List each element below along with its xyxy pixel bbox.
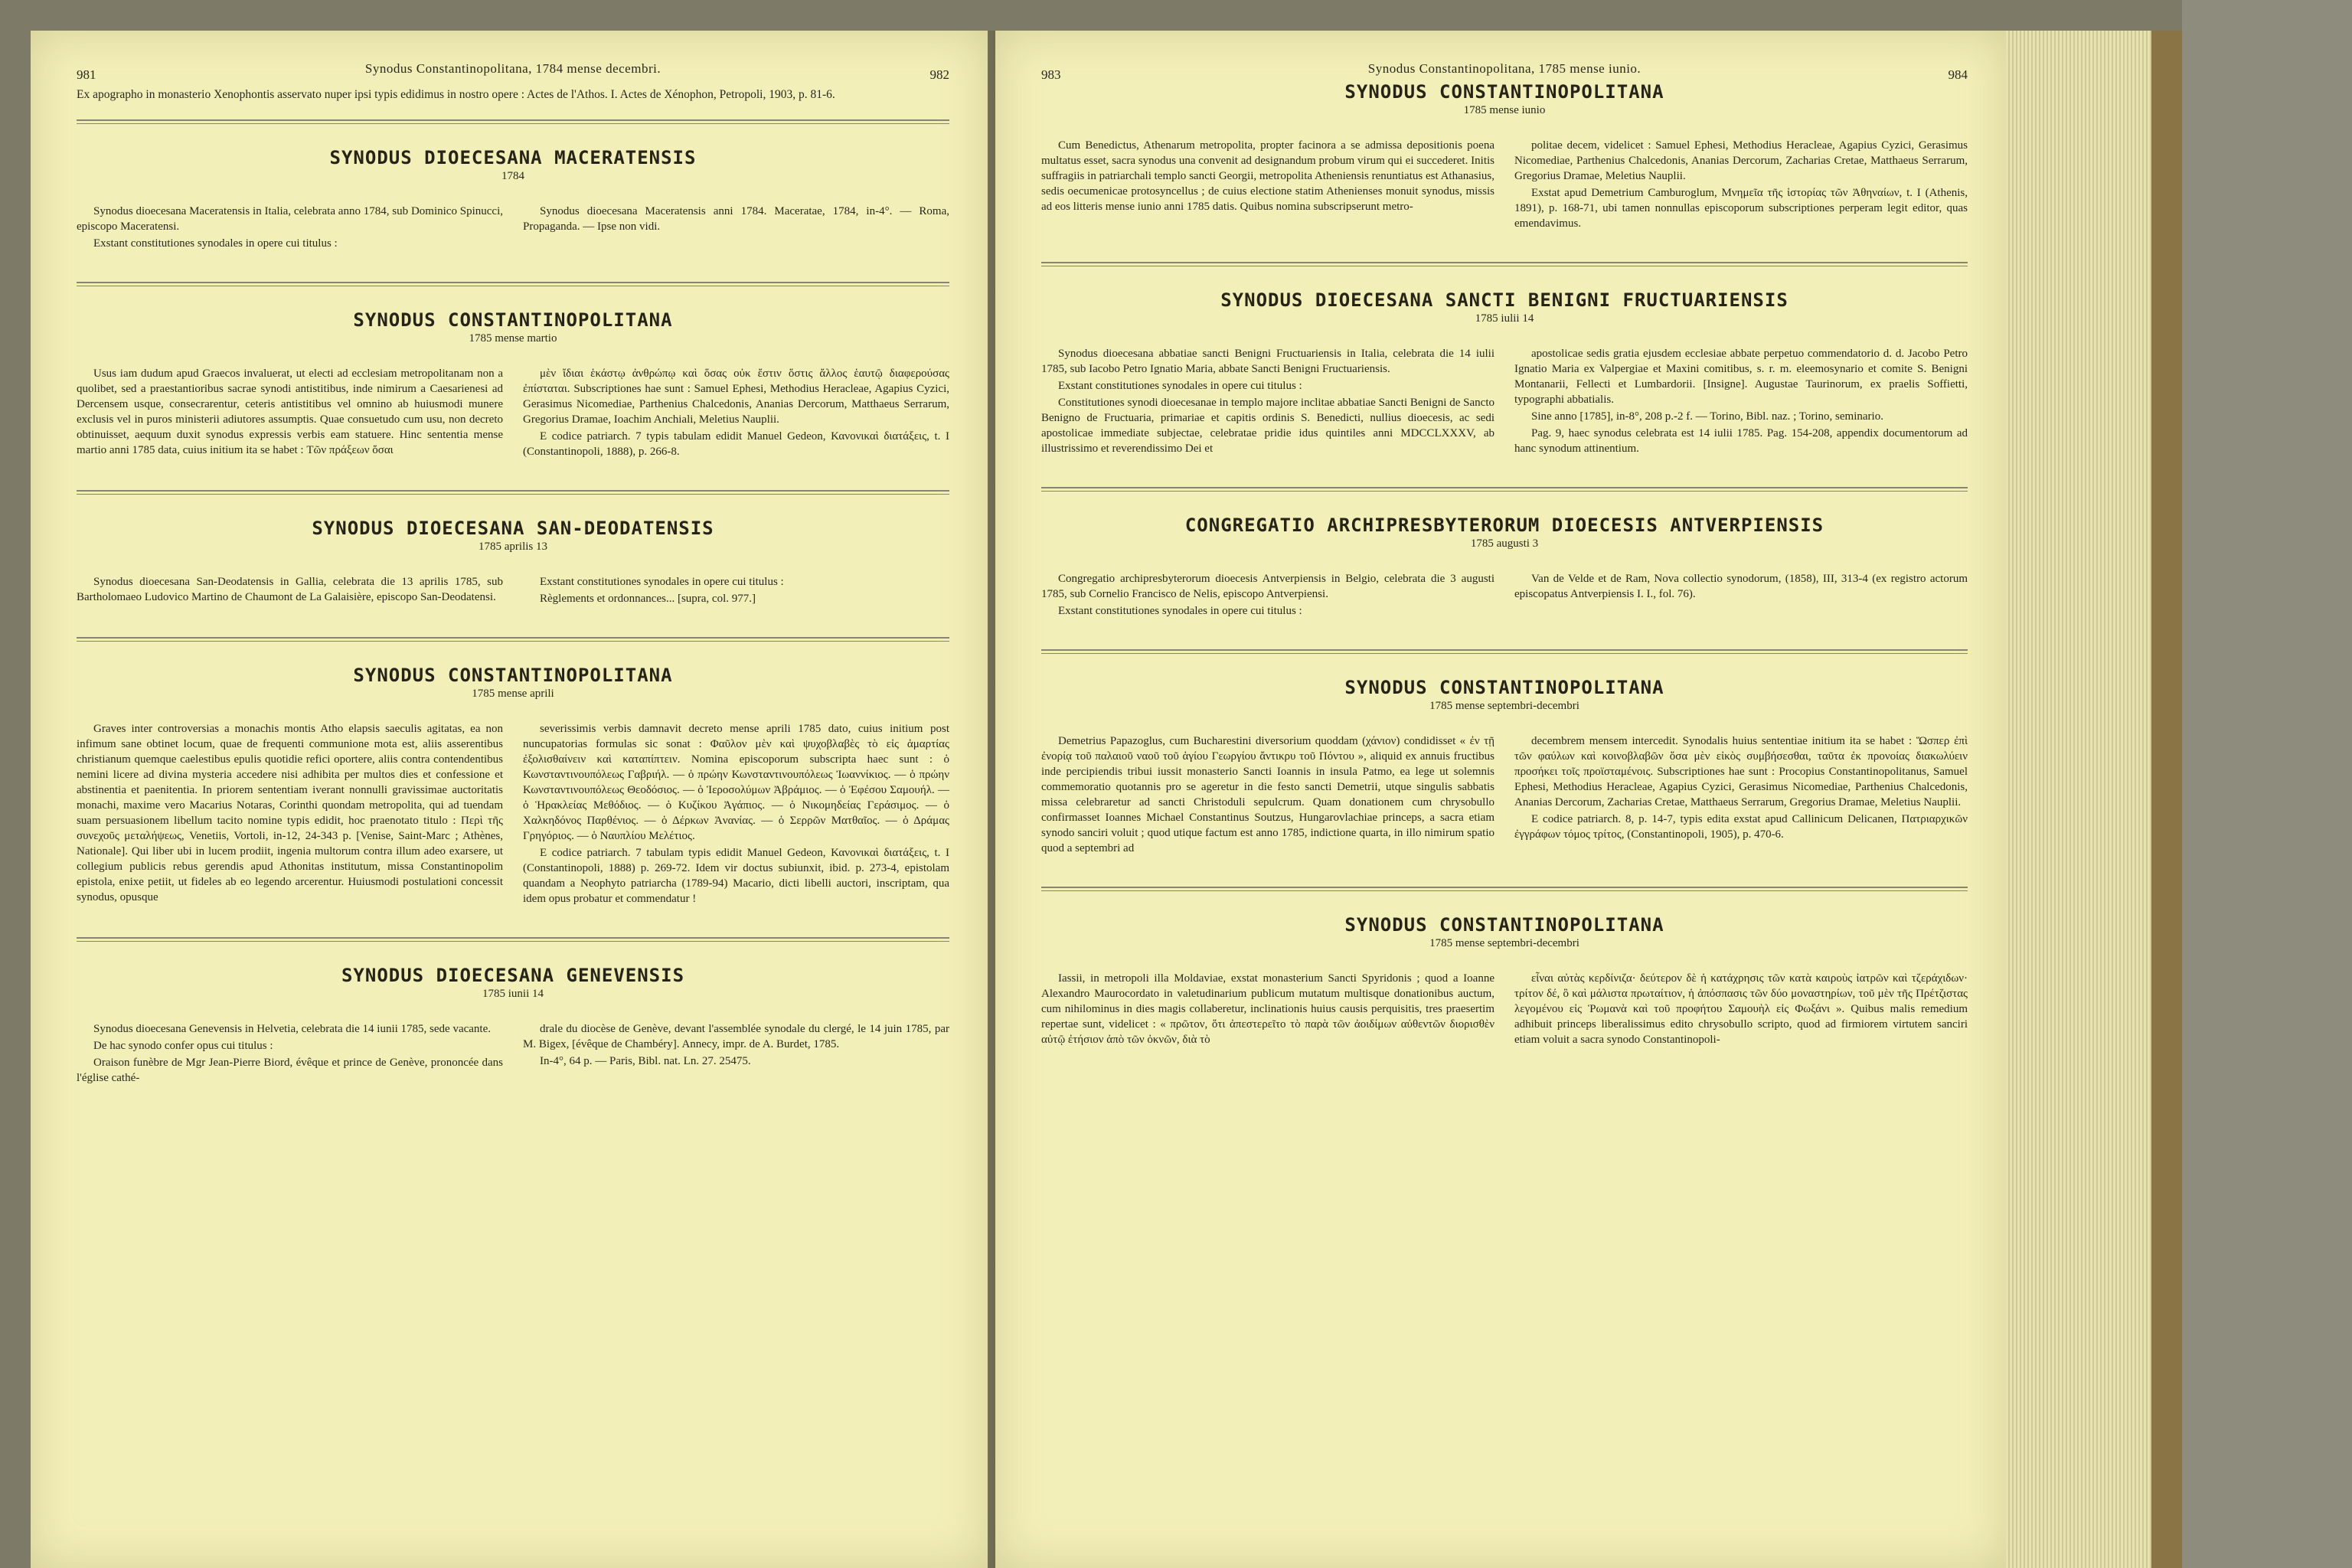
section-date: 1785 mense iunio [1463,104,1546,116]
paragraph: Oraison funèbre de Mgr Jean-Pierre Biord, évêque et prince de Genève, prononcée dans l'église cathé- [77,1057,503,1084]
text-column [1514,346,1968,458]
section-heading: CONGREGATIO ARCHIPRESBYTERORUM DIOECESIS ANTVERPIENSIS [1184,514,1824,536]
paragraph: Exstant constitutiones synodales in opere cui titulus : [1058,605,1302,617]
paragraph: severissimis verbis damnavit decreto mense aprili 1785 dato, cuius initium post nuncupatorias formulas sic sonat : Φαῦλον μὲν καὶ ψυχοβλαβὲς τὸ εἰς ἁμαρτίας ἐξολισθαίνειν καὶ καταπίπτειν. Nomina episcoporum subscripta haec sunt : ὁ Κωνσταντινουπόλεως Γαβριήλ. — ὁ πρώην Κωνσταντινουπόλεως Ἰωαννίκιος. — ὁ πρώην Κωνσταντινουπόλεως Θεοδόσιος. — ὁ Ἱεροσολύμων Ἀβράμιος. — ὁ Ἐφέσου Σαμουήλ. — ὁ Ἡρακλείας Μεθόδιος. — ὁ Κυζίκου Ἀγάπιος. — ὁ Νικομηδείας Γεράσιμος. — ὁ Χαλκηδόνος Παρθένιος. — ὁ Δέρκων Ἀνανίας. — ὁ Σερρῶν Ματθαῖος. — ὁ Δράμας Γρηγόριος. — ὁ Ναυπλίου Μελέτιος. [523,723,949,842]
paragraph: Exstant constitutiones synodales in opere cui titulus : [1058,380,1302,392]
section-date: 1785 mense aprili [472,688,554,700]
text-column [1041,571,1494,620]
paragraph: Iassii, in metropoli illa Moldaviae, exstat monasterium Sancti Spyridonis ; quod a Ioanne Alexandro Maurocordato in valetudinarium publicum mutatum multisque donationibus auctum, cum nihilominus in dies magis collaberetur, inclinationis huius causis perquisitis, tres praesertim repertae sunt, videlicet : « πρῶτον, ὅτι ἀπεστερεῖτο τὸ παρὰ τῶν ἀοιδίμων αὐθεντῶν διορισθὲν αὐτῷ ἐτήσιον ἀπὸ τῶν ὀκνῶν, διὰ τὸ [1041,972,1494,1046]
running-head [77,61,949,84]
paragraph: decembrem mensem intercedit. Synodalis huius sententiae initium ita se habet : Ὥσπερ ἐπὶ τῶν φαύλων καὶ κοινοβλαβῶν ὅσα μὲν εἰκὸς συμβήσεσθαι, ταῦτα ἐκ προνοίας διακωλύειν προσήκει τοῖς προϊσταμένοις. Subscriptiones hae sunt : Procopius Constantinopolitanus, Samuel Ephesi, Methodius Heracleae, Agapius Cyzici, Gerasimus Nicomediae, Parthenius Chalcedonis, Ananias Dercorum, Zacharias Cretae, Matthaeus Serrarum, Gregorius Dramae, Meletius Nauplii. [1514,735,1968,808]
section-date: 1784 [501,170,524,182]
paragraph: drale du diocèse de Genève, devant l'assemblée synodale du clergé, le 14 juin 1785, par M. Bigex, [évêque de Chambéry]. Annecy, impr. de A. Burdet, 1785. [523,1023,949,1050]
section-divider [77,637,949,642]
section-divider [1041,887,1968,891]
running-head [1041,61,1968,84]
page-number: 984 [1948,67,1968,82]
section-date: 1785 mense martio [469,332,557,345]
paragraph: politae decem, videlicet : Samuel Ephesi, Methodius Heracleae, Agapius Cyzici, Gerasimus Nicomediae, Parthenius Chalcedonis, Ananias Dercorum, Zacharias Cretae, Matthaeus Serrarum, Gregorius Dramae, Meletius Nauplii. [1514,139,1968,182]
page-number: 983 [1041,67,1061,82]
section-heading: SYNODUS CONSTANTINOPOLITANA [1344,81,1664,103]
paragraph: Sine anno [1785], in-8°, 208 p.-2 f. — Torino, Bibl. naz. ; Torino, seminario. [1531,410,1883,423]
left-page [31,31,988,1568]
paragraph: Exstant constitutiones synodales in opere cui titulus : [93,237,338,250]
section-columns [77,366,949,461]
section-heading: SYNODUS DIOECESANA SANCTI BENIGNI FRUCTUARIENSIS [1220,289,1788,311]
paragraph: Usus iam dudum apud Graecos invaluerat, ut electi ad ecclesiam metropolitanam non a quolibet, sed a praestantioribus sacrae synodi antistitibus, inde nimirum a Caesarienesi ad Dercensem usque, consecrarentur, ceteris antistitibus vel omnino ab huiusmodi munere exclusis vel in puros ministerii adiutores assumptis. Quae consuetudo cum usu, non decreto obtinuisset, aequum duxit synodus expressis verbis eam statuere. Hinc sententia mense martio anni 1785 data, cuius initium ita se habet : Τῶν πράξεων ὅσαι [77,368,503,456]
section-divider [77,119,949,124]
section-date: 1785 aprilis 13 [479,541,547,553]
section-columns [1041,571,1968,620]
paragraph: E codice patriarch. 8, p. 14-7, typis edita exstat apud Callinicum Delicanen, Πατριαρχικῶν ἐγγράφων τόμος τρίτος, (Constantinopoli, 1905), p. 470-6. [1514,813,1968,841]
text-column [1514,971,1968,1049]
paragraph: Synodus dioecesana Maceratensis anni 1784. Maceratae, 1784, in-4°. — Roma, Propaganda. — Ipse non vidi. [523,205,949,233]
page-edges [2006,31,2151,1568]
text-column [77,574,503,608]
page-number: 982 [929,67,949,82]
paragraph: Pag. 9, haec synodus celebrata est 14 iulii 1785. Pag. 154-208, appendix documentorum ad hanc synodum attinentium. [1514,427,1968,455]
section-columns [77,1021,949,1087]
text-column [523,366,949,461]
background-surface [2182,0,2352,1568]
paragraph: Exstant constitutiones synodales in opere cui titulus : [540,576,784,588]
section-divider [1041,487,1968,492]
text-column [77,204,503,253]
section-heading: SYNODUS CONSTANTINOPOLITANA [1344,677,1664,698]
section-divider [77,937,949,942]
section-divider [77,490,949,495]
paragraph: Graves inter controversias a monachis montis Atho elapsis saeculis agitatas, ea non infimum sane obtinet locum, quae de frequenti communione mota est, aliis asserentibus christianum quemque caelestibus epulis quotidie refici oportere, aliis contra contendentibus nemini licere ad divina mysteria accedere nisi adhibita per multos dies et confessione et abstinentia et paenitentia. In priorem sententiam iverant nonnulli gravissimae auctoritatis monachi, maxime vero Macarius Notaras, Corinthi quondam metropolita, qui ad tuendam suam persuasionem libellum tacito nomine typis edidit, hoc praenotato titulo : Περὶ τῆς συνεχοῦς μεταλήψεως, Venetiis, Vortoli, in-12, 24-343 p. [Venise, Saint-Marc ; Athènes, Nationale]. Qui liber ubi in lucem prodiit, ingenia multorum contra illum adeo exarsere, ut collegium publicis rebus gerendis apud Athonitas institutum, missa Constantinopolim epistola, enixe petiit, ut fideles ab eo legendo arcerentur. Huiusmodi postulationi concessit synodus, opusque [77,723,503,903]
section-divider [77,282,949,286]
left-page-content [77,61,949,1087]
section-date: 1785 augusti 3 [1470,537,1539,550]
book-cover-edge [2151,31,2182,1568]
section-date: 1785 mense septembri-decembri [1429,700,1579,712]
right-page-content [1041,61,1968,1049]
text-column [1514,733,1968,858]
section-columns [1041,971,1968,1049]
paragraph: Demetrius Papazoglus, cum Bucharestini diversorium quoddam (χάνιον) condidisset « ἐν τῇ ἐνορίᾳ τοῦ παλαιοῦ ναοῦ τοῦ ἁγίου Γεωργίου ἄντικρυ τοῦ Πόντου », aliquid ex annuis fructibus inde percipiendis tribui iussit monasterio Sancti Ioannis in insula Patmo, ea lege ut solemnis commemoratio quotannis pro se ageretur in die festo sancti Demetrii, utque singulis sabbatis missa celebraretur ad sancti Christoduli sepulcrum. Quam donationem cum chrysobullo confirmasset Ioannes Michael Constantinus Soutzus, Hungarovlachiae princeps, a sacra etiam synodo sanciri voluit ; quod utique factum est anno 1785, indictione quarta, in illo nimirum spatio quod a septembri ad [1041,735,1494,854]
text-column [77,721,503,908]
section-columns [1041,138,1968,233]
text-column [523,204,949,253]
text-column [1041,971,1494,1049]
paragraph: Synodus dioecesana San-Deodatensis in Gallia, celebrata die 13 aprilis 1785, sub Bartholomaeo Ludovico Martino de Chaumont de La Galaisière, episcopo San-Deodatensi. [77,576,503,603]
paragraph: Synodus dioecesana Genevensis in Helvetia, celebrata die 14 iunii 1785, sede vacante. [93,1023,491,1035]
section-columns [1041,733,1968,858]
text-column [1514,571,1968,620]
text-column [1514,138,1968,233]
running-head-title: Synodus Constantinopolitana, 1784 mense decembri. [364,61,662,76]
section-columns [1041,346,1968,458]
paragraph: Van de Velde et de Ram, Nova collectio synodorum, (1858), III, 313-4 (ex registro actorum episcopatus Antverpiensis I. I., fol. 76). [1514,573,1968,600]
right-page [995,31,2006,1568]
section-date: 1785 mense septembri-decembri [1429,937,1579,949]
text-column [1041,346,1494,458]
section-heading: SYNODUS DIOECESANA GENEVENSIS [341,965,685,986]
text-column [77,366,503,461]
paragraph: Exstat apud Demetrium Camburoglum, Μνημεῖα τῆς ἱστορίας τῶν Ἀθηναίων, t. I (Athenis, 1891), p. 168-71, ubi tamen nonnullas episcoporum subscriptiones perperam legit editor, quas emendavimus. [1514,187,1968,230]
paragraph: Synodus dioecesana abbatiae sancti Benigni Fructuariensis in Italia, celebrata die 14 iulii 1785, sub Iacobo Petro Ignatio Maria, abbate Sancti Benigni Fructuariensis. [1041,348,1494,375]
section-divider [1041,262,1968,266]
sections [77,119,949,1087]
sections [1041,81,1968,1049]
section-heading: SYNODUS DIOECESANA MACERATENSIS [329,147,697,168]
paragraph: εἶναι αὐτὰς κερδίνιζα· δεύτερον δὲ ἡ κατάχρησις τῶν κατὰ καιροὺς ἰατρῶν καὶ τζεράχιδων· τρίτον δέ, ὃ καὶ μάλιστα πρωταίτιον, ἡ ἀπόσπασις τῶν δύο μοναστηρίων, τοῦ μὲν τῆς Πρέτζιστας λεγομένου εἰς Ῥωμανὰ καὶ τοῦ προφήτου Σαμουὴλ εἰς Φωξάνι ». Quibus malis remedium adhibuit princeps liberalissimus edito chrysobullo scripto, quod ad firmiorem virtutem sanciri etiam voluit a sacra synodo Constantinopoli- [1514,972,1968,1046]
section-date: 1785 iulii 14 [1475,312,1534,325]
text-column [1041,733,1494,858]
paragraph: Règlements et ordonnances... [supra, col. 977.] [540,593,756,605]
section-date: 1785 iunii 14 [482,988,544,1000]
paragraph: E codice patriarch. 7 typis tabulam edidit Manuel Gedeon, Κανονικαὶ διατάξεις, t. I (Constantinopoli, 1888), p. 266-8. [523,430,949,458]
paragraph: apostolicae sedis gratia ejusdem ecclesiae abbate perpetuo commendatorio d. d. Jacobo Petro Ignatio Maria ex Valpergiae et Maxini comitibus, s. r. m. eleemosynario et comite S. Benigni Montanarii, Fellecti et Lumbardorii. [Insigne]. Augustae Taurinorum, ex praelis Soffietti, typographi abbatialis. [1514,348,1968,406]
paragraph: Constitutiones synodi dioecesanae in templo majore inclitae abbatiae Sancti Benigni de Sancto Benigno de Fructuaria, primariae et capitis ordinis S. Benedicti, nullius dioecesis, ac sedi apostolicae immediate subjectae, celebratae pridie idus quintiles anni MDCCLXXXV, ab illustrissimo et reverendissimo Dei et [1041,397,1494,455]
section-columns [77,574,949,608]
paragraph: In-4°, 64 p. — Paris, Bibl. nat. Ln. 27. 25475. [540,1055,751,1067]
text-column [77,1021,503,1087]
section-columns [77,204,949,253]
paragraph: E codice patriarch. 7 tabulam typis edidit Manuel Gedeon, Κανονικαὶ διατάξεις, t. I (Constantinopoli, 1888) p. 269-72. Idem vir doctus subiunxit, ibid. p. 273-4, epistolam quandam a Neophyto patriarcha (1789-94) Macario, dicti libelli auctori, inscriptam, qua idem opus probatur et commendatur ! [523,847,949,905]
text-column [1041,138,1494,233]
paragraph: μὲν ἴδιαι ἑκάστῳ ἀνθρώπῳ καὶ ὅσας οὐκ ἔστιν ὅστις ἄλλος ἑαυτῷ διαφερούσας ἐπίσταται. Subscriptiones hae sunt : Samuel Ephesi, Methodius Heracleae, Agapius Cyzici, Gerasimus Nicomediae, Parthenius Chalcedonis, Ananias Dercorum, Matthaeus Serrarum, Gregorius Dramae, Ioachim Anchiali, Meletius Nauplii. [523,368,949,426]
section-heading: SYNODUS CONSTANTINOPOLITANA [1344,914,1664,936]
text-column [523,721,949,908]
section-heading: SYNODUS CONSTANTINOPOLITANA [353,665,673,686]
text-column [523,574,949,608]
text-column [523,1021,949,1087]
paragraph: Cum Benedictus, Athenarum metropolita, propter facinora a se admissa depositionis poena multatus esset, sacra synodus una convenit ad designandum probum virum qui ei succederet. Initis suffragiis in patriarchali templo sancti Georgii, metropolita Atheniensis renuntiatus est Athanasius, sedis oecumenicae protosyncellus ; de cuius electione statim Athenienses monuit synodus, missis ad eos litteris mense iunio anni 1785 datis. Quibus nomina subscripserunt metro- [1041,139,1494,213]
paragraph: Synodus dioecesana Maceratensis in Italia, celebrata anno 1784, sub Dominico Spinucci, episcopo Maceratensi. [77,205,503,233]
section-columns [77,721,949,908]
intro-paragraph: Ex apographo in monasterio Xenophontis asservato nuper ipsi typis edidimus in nostro opere : Actes de l'Athos. I. Actes de Xénophon, Petropoli, 1903, p. 81-6. [77,88,835,101]
page-number: 981 [77,67,96,82]
paragraph: Congregatio archipresbyterorum dioecesis Antverpiensis in Belgio, celebrata die 3 augusti 1785, sub Cornelio Francisco de Nelis, episcopo Antverpiensi. [1041,573,1494,600]
paragraph: De hac synodo confer opus cui titulus : [93,1040,273,1052]
section-heading: SYNODUS CONSTANTINOPOLITANA [353,309,673,331]
section-divider [1041,649,1968,654]
section-heading: SYNODUS DIOECESANA SAN-DEODATENSIS [312,518,714,539]
running-head-title: Synodus Constantinopolitana, 1785 mense iunio. [1367,61,1642,76]
